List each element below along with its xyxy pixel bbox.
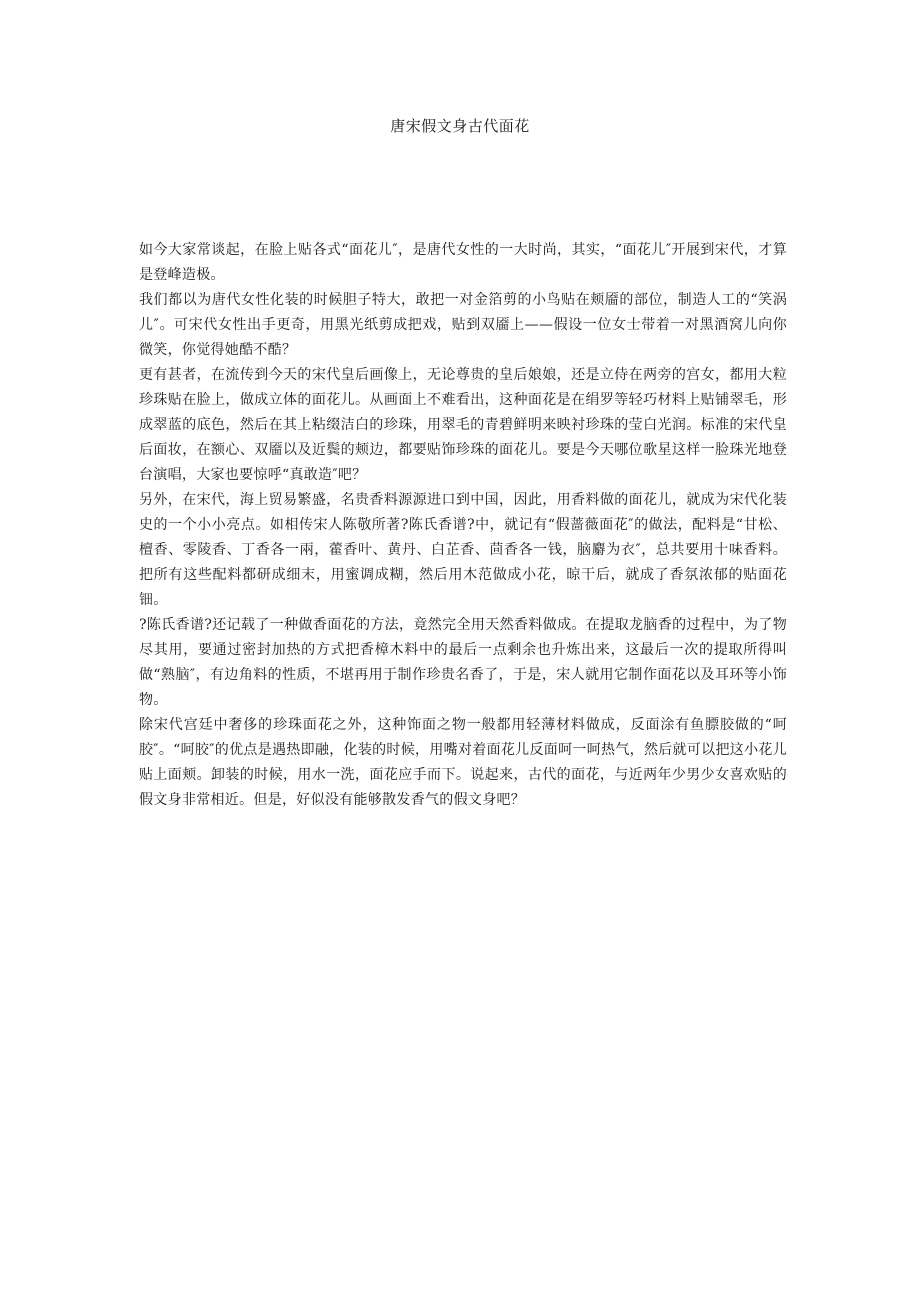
document-title: 唐宋假文身古代面花 — [390, 117, 530, 135]
paragraph-6: 除宋代宫廷中奢侈的珍珠面花之外，这种饰面之物一般都用轻薄材料做成，反面涂有鱼膘胶做的“呵胶″。“呵胶″的优点是遇热即融，化装的时候，用嘴对着面花儿反面呵一呵热气，然后就可以把这小花儿贴上面颊。卸装的时候，用水一洗，面花应手而下。说起来，古代的面花，与近两年少男少女喜欢贴的假文身非常相近。但是，好似没有能够散发香气的假文身吧？ — [139, 717, 787, 808]
document-body — [139, 238, 787, 813]
paragraph-3: 更有甚者，在流传到今天的宋代皇后画像上，无论尊贵的皇后娘娘，还是立侍在两旁的宫女，都用大粒珍珠贴在脸上，做成立体的面花儿。从画面上不难看出，这种面花是在绢罗等轻巧材料上贴铺翠毛，形成翠蓝的底色，然后在其上粘缀洁白的珍珠，用翠毛的青碧鲜明来映衬珍珠的莹白光润。标准的宋代皇后面妆，在额心、双靥以及近鬓的颊边，都要贴饰珍珠的面花儿。要是今天哪位歌星这样一脸珠光地登台演唱，大家也要惊呼“真敢造″吧？ — [139, 367, 787, 483]
paragraph-4: 另外，在宋代，海上贸易繁盛，名贵香料源源进口到中国，因此，用香料做的面花儿，就成为宋代化装史的一个小小亮点。如相传宋人陈敬所著?陈氏香谱?中，就记有“假蔷薇面花″的做法，配料是“甘松、檀香、零陵香、丁香各一兩，藿香叶、黄丹、白芷香、茴香各一钱，脑麝为衣″，总共要用十味香料。把所有这些配料都研成细末，用蜜调成糊，然后用木范做成小花，晾干后，就成了香氛浓郁的贴面花钿。 — [139, 492, 787, 608]
paragraph-2: 我们都以为唐代女性化装的时候胆子特大，敢把一对金箔剪的小鸟贴在颊靥的部位，制造人工的“笑涡儿″。可宋代女性出手更奇，用黑光纸剪成把戏，贴到双靥上——假设一位女士带着一对黑酒窝儿向你微笑，你觉得她酷不酷？ — [139, 292, 787, 358]
paragraph-5: ?陈氏香谱?还记载了一种做香面花的方法，竟然完全用天然香料做成。在提取龙脑香的过程中，为了物尽其用，要通过密封加热的方式把香樟木料中的最后一点剩余也升炼出来，这最后一次的提取所得叫做“熟脑″，有边角料的性质，不堪再用于制作珍贵名香了，于是，宋人就用它制作面花以及耳环等小饰物。 — [139, 617, 787, 708]
paragraph-1: 如今大家常谈起，在脸上贴各式“面花儿″，是唐代女性的一大时尚，其实，“面花儿″开展到宋代，才算是登峰造极。 — [139, 242, 787, 283]
